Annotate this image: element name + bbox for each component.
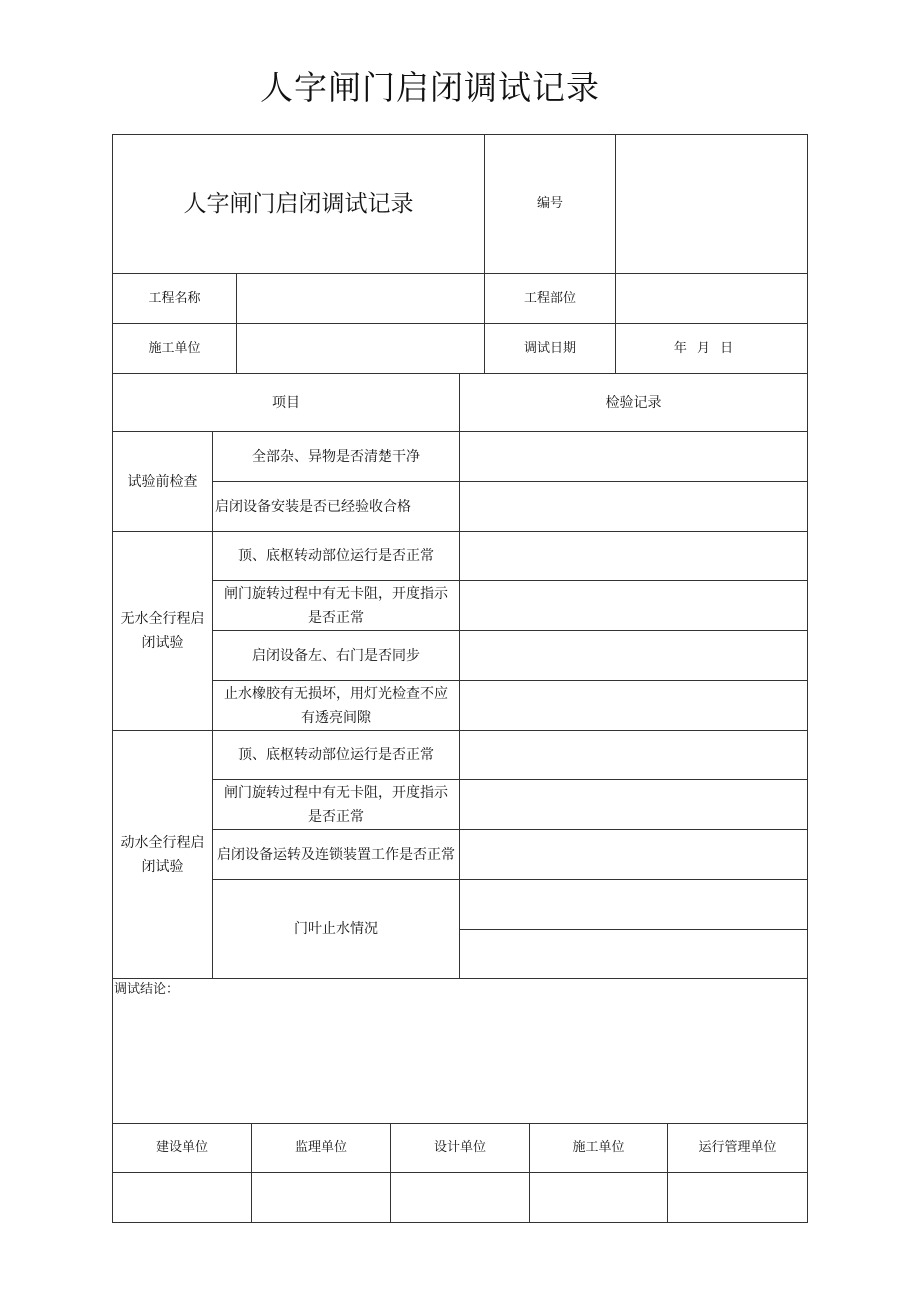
project-part-label: 工程部位: [523, 290, 576, 306]
table-border-right: [807, 134, 808, 1223]
project-part-value[interactable]: [616, 274, 807, 323]
signature-field[interactable]: [668, 1173, 807, 1222]
signature-field[interactable]: [252, 1173, 390, 1222]
page-title: 人字闸门启闭调试记录: [260, 68, 600, 107]
conclusion-label: 调试结论：: [114, 982, 180, 997]
number-value[interactable]: [616, 135, 807, 273]
section-label: 试验前检查: [127, 473, 198, 490]
table-border-bottom: [112, 1222, 808, 1223]
conclusion-text[interactable]: [114, 1001, 804, 1121]
check-record[interactable]: [460, 482, 807, 531]
project-name-value[interactable]: [237, 274, 484, 323]
construction-unit-label: 施工单位: [148, 340, 201, 356]
signature-field[interactable]: [530, 1173, 667, 1222]
check-item: 顶、底枢转动部位运行是否正常: [238, 747, 434, 763]
check-item: 顶、底枢转动部位运行是否正常: [238, 548, 434, 564]
check-item: 启闭设备安装是否已经验收合格: [215, 498, 411, 515]
test-date-label: 调试日期: [523, 340, 576, 356]
signature-field[interactable]: [113, 1173, 251, 1222]
column-header-record: 检验记录: [605, 394, 662, 411]
check-record[interactable]: [460, 780, 807, 829]
check-record[interactable]: [460, 432, 807, 481]
number-label: 编号: [536, 196, 563, 211]
check-record[interactable]: [460, 631, 807, 680]
check-item: 启闭设备运转及连锁装置工作是否正常: [217, 846, 455, 863]
form-title: 人字闸门启闭调试记录: [183, 191, 414, 217]
check-record[interactable]: [460, 581, 807, 630]
check-item: 全部杂、异物是否清楚干净: [252, 448, 420, 465]
check-item: 止水橡胶有无损坏，用灯光检查不应 有透亮间隙: [224, 685, 448, 726]
signature-field[interactable]: [391, 1173, 529, 1222]
check-item: 闸门旋转过程中有无卡阻，开度指示 是否正常: [224, 585, 448, 626]
check-item: 门叶止水情况: [294, 921, 378, 937]
test-date-value[interactable]: 年 月 日: [673, 340, 734, 356]
project-name-label: 工程名称: [148, 290, 201, 306]
section-label: 无水全行程启闭试验: [120, 611, 205, 651]
check-record[interactable]: [460, 681, 807, 730]
signature-unit-label: 建设单位: [155, 1140, 208, 1155]
signature-unit-label: 施工单位: [572, 1140, 625, 1155]
check-record[interactable]: [460, 532, 807, 580]
construction-unit-value[interactable]: [237, 324, 484, 373]
table-rule: [112, 978, 808, 979]
signature-unit-label: 设计单位: [433, 1140, 486, 1155]
check-record[interactable]: [460, 880, 807, 929]
check-record[interactable]: [460, 731, 807, 779]
check-record[interactable]: [460, 930, 807, 978]
signature-unit-label: 运行管理单位: [698, 1140, 777, 1155]
check-item: 启闭设备左、右门是否同步: [252, 647, 420, 664]
section-label: 动水全行程启闭试验: [120, 834, 205, 875]
column-header-item: 项目: [272, 394, 300, 411]
check-item: 闸门旋转过程中有无卡阻，开度指示 是否正常: [224, 784, 448, 825]
check-record[interactable]: [460, 830, 807, 879]
signature-unit-label: 监理单位: [294, 1140, 347, 1155]
